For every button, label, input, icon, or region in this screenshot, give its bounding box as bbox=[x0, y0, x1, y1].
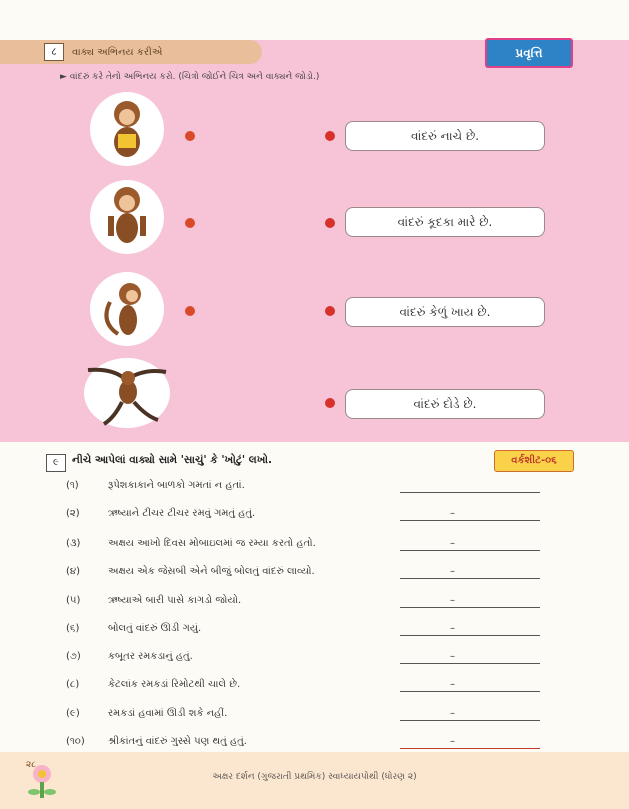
match-dot-left[interactable] bbox=[185, 306, 195, 316]
match-dot-left[interactable] bbox=[185, 218, 195, 228]
dash-marker: – bbox=[450, 708, 455, 719]
sentence-box: વાંદરું કૂદકા મારે છે. bbox=[345, 207, 545, 237]
match-dot-right[interactable] bbox=[325, 131, 335, 141]
item-text: રમકડાં હવામાં ઊડી શકે નહીં. bbox=[108, 708, 228, 719]
section-number: ८ bbox=[44, 43, 64, 61]
item-number: (૪) bbox=[66, 566, 81, 577]
item-number: (૧) bbox=[66, 480, 79, 491]
item-number: (૨) bbox=[66, 508, 80, 519]
item-text: કેટલાંક રમકડાં રિમોટથી ચાલે છે. bbox=[108, 679, 241, 690]
item-text: કબૂતર રમકડાનું હતું. bbox=[108, 651, 193, 662]
item-text: અક્ષય એક જેસ઼બી એને બીજું બોલતું વાંદરું લાવ્યો. bbox=[108, 566, 315, 577]
dash-marker: – bbox=[450, 566, 455, 577]
monkey-icon bbox=[84, 358, 170, 428]
item-number: (૬) bbox=[66, 623, 80, 634]
item-text: ઋષ્યાએ બારી પાસે કાગડો જોયો. bbox=[108, 595, 242, 606]
item-text: શ્રીકાંતનું વાંદરું ગુસ્સે પણ થતું હતું. bbox=[108, 736, 247, 747]
item-text: રૂપેશકાકાને બાળકો ગમતાં ન હતાં. bbox=[108, 480, 245, 491]
monkey-icon bbox=[90, 92, 164, 166]
sentence-box: વાંદરું કેળું ખાય છે. bbox=[345, 297, 545, 327]
item-number: (૯) bbox=[66, 708, 80, 719]
answer-line[interactable] bbox=[400, 607, 540, 608]
item-number: (૮) bbox=[66, 679, 80, 690]
dash-marker: – bbox=[450, 538, 455, 549]
answer-line[interactable] bbox=[400, 748, 540, 749]
dash-marker: – bbox=[450, 679, 455, 690]
footer-text: અક્ષર દર્શન (ગુજરાતી પ્રથમિક) સ્વાધ્યાયપોથી (ધોરણ ૨) bbox=[212, 772, 417, 782]
item-text: ઋષ્યાને ટીચર ટીચર રમવું ગમતું હતું. bbox=[108, 508, 256, 519]
answer-line[interactable] bbox=[400, 520, 540, 521]
item-number: (૫) bbox=[66, 595, 81, 606]
answer-line[interactable] bbox=[400, 492, 540, 493]
sentence-box: વાંદરું દોડે છે. bbox=[345, 389, 545, 419]
sentence-box: વાંદરું નાચે છે. bbox=[345, 121, 545, 151]
monkey-icon bbox=[90, 272, 164, 346]
match-dot-left[interactable] bbox=[185, 131, 195, 141]
item-text: અક્ષય આખો દિવસ મોબાઇલમાં જ રમ્યા કરતો હતો. bbox=[108, 538, 316, 549]
answer-line[interactable] bbox=[400, 720, 540, 721]
pravrutti-badge: પ્રવૃત્તિ bbox=[485, 38, 573, 68]
dash-marker: – bbox=[450, 736, 455, 747]
answer-line[interactable] bbox=[400, 663, 540, 664]
match-dot-right[interactable] bbox=[325, 398, 335, 408]
section-title: વાક્ય અભિનય કરીએ bbox=[72, 46, 163, 58]
item-text: બોલતું વાંદરું ઊડી ગયું. bbox=[108, 623, 202, 634]
answer-line[interactable] bbox=[400, 550, 540, 551]
page-number: ૨૮ bbox=[26, 760, 37, 770]
monkey-icon bbox=[90, 180, 164, 254]
item-number: (૧૦) bbox=[66, 736, 85, 747]
item-number: (૭) bbox=[66, 651, 81, 662]
dash-marker: – bbox=[450, 508, 455, 519]
match-dot-right[interactable] bbox=[325, 218, 335, 228]
question-number: ૯ bbox=[46, 454, 66, 472]
question-title: નીચે આપેલાં વાક્યો સામે 'સાચું' કે 'ખોટું' લખો. bbox=[72, 454, 272, 466]
dash-marker: – bbox=[450, 651, 455, 662]
answer-line[interactable] bbox=[400, 635, 540, 636]
answer-line[interactable] bbox=[400, 578, 540, 579]
section-header bbox=[0, 40, 262, 64]
dash-marker: – bbox=[450, 595, 455, 606]
match-dot-right[interactable] bbox=[325, 306, 335, 316]
item-number: (૩) bbox=[66, 538, 81, 549]
answer-line[interactable] bbox=[400, 691, 540, 692]
dash-marker: – bbox=[450, 623, 455, 634]
worksheet-badge: વર્કશીટ-૦૬ bbox=[494, 450, 574, 472]
instruction-text: ► વાંદરું કરે તેનો અભિનય કરો. (ચિત્રો જોઈને ચિત્ર અને વાક્યને જોડો.) bbox=[60, 72, 320, 82]
